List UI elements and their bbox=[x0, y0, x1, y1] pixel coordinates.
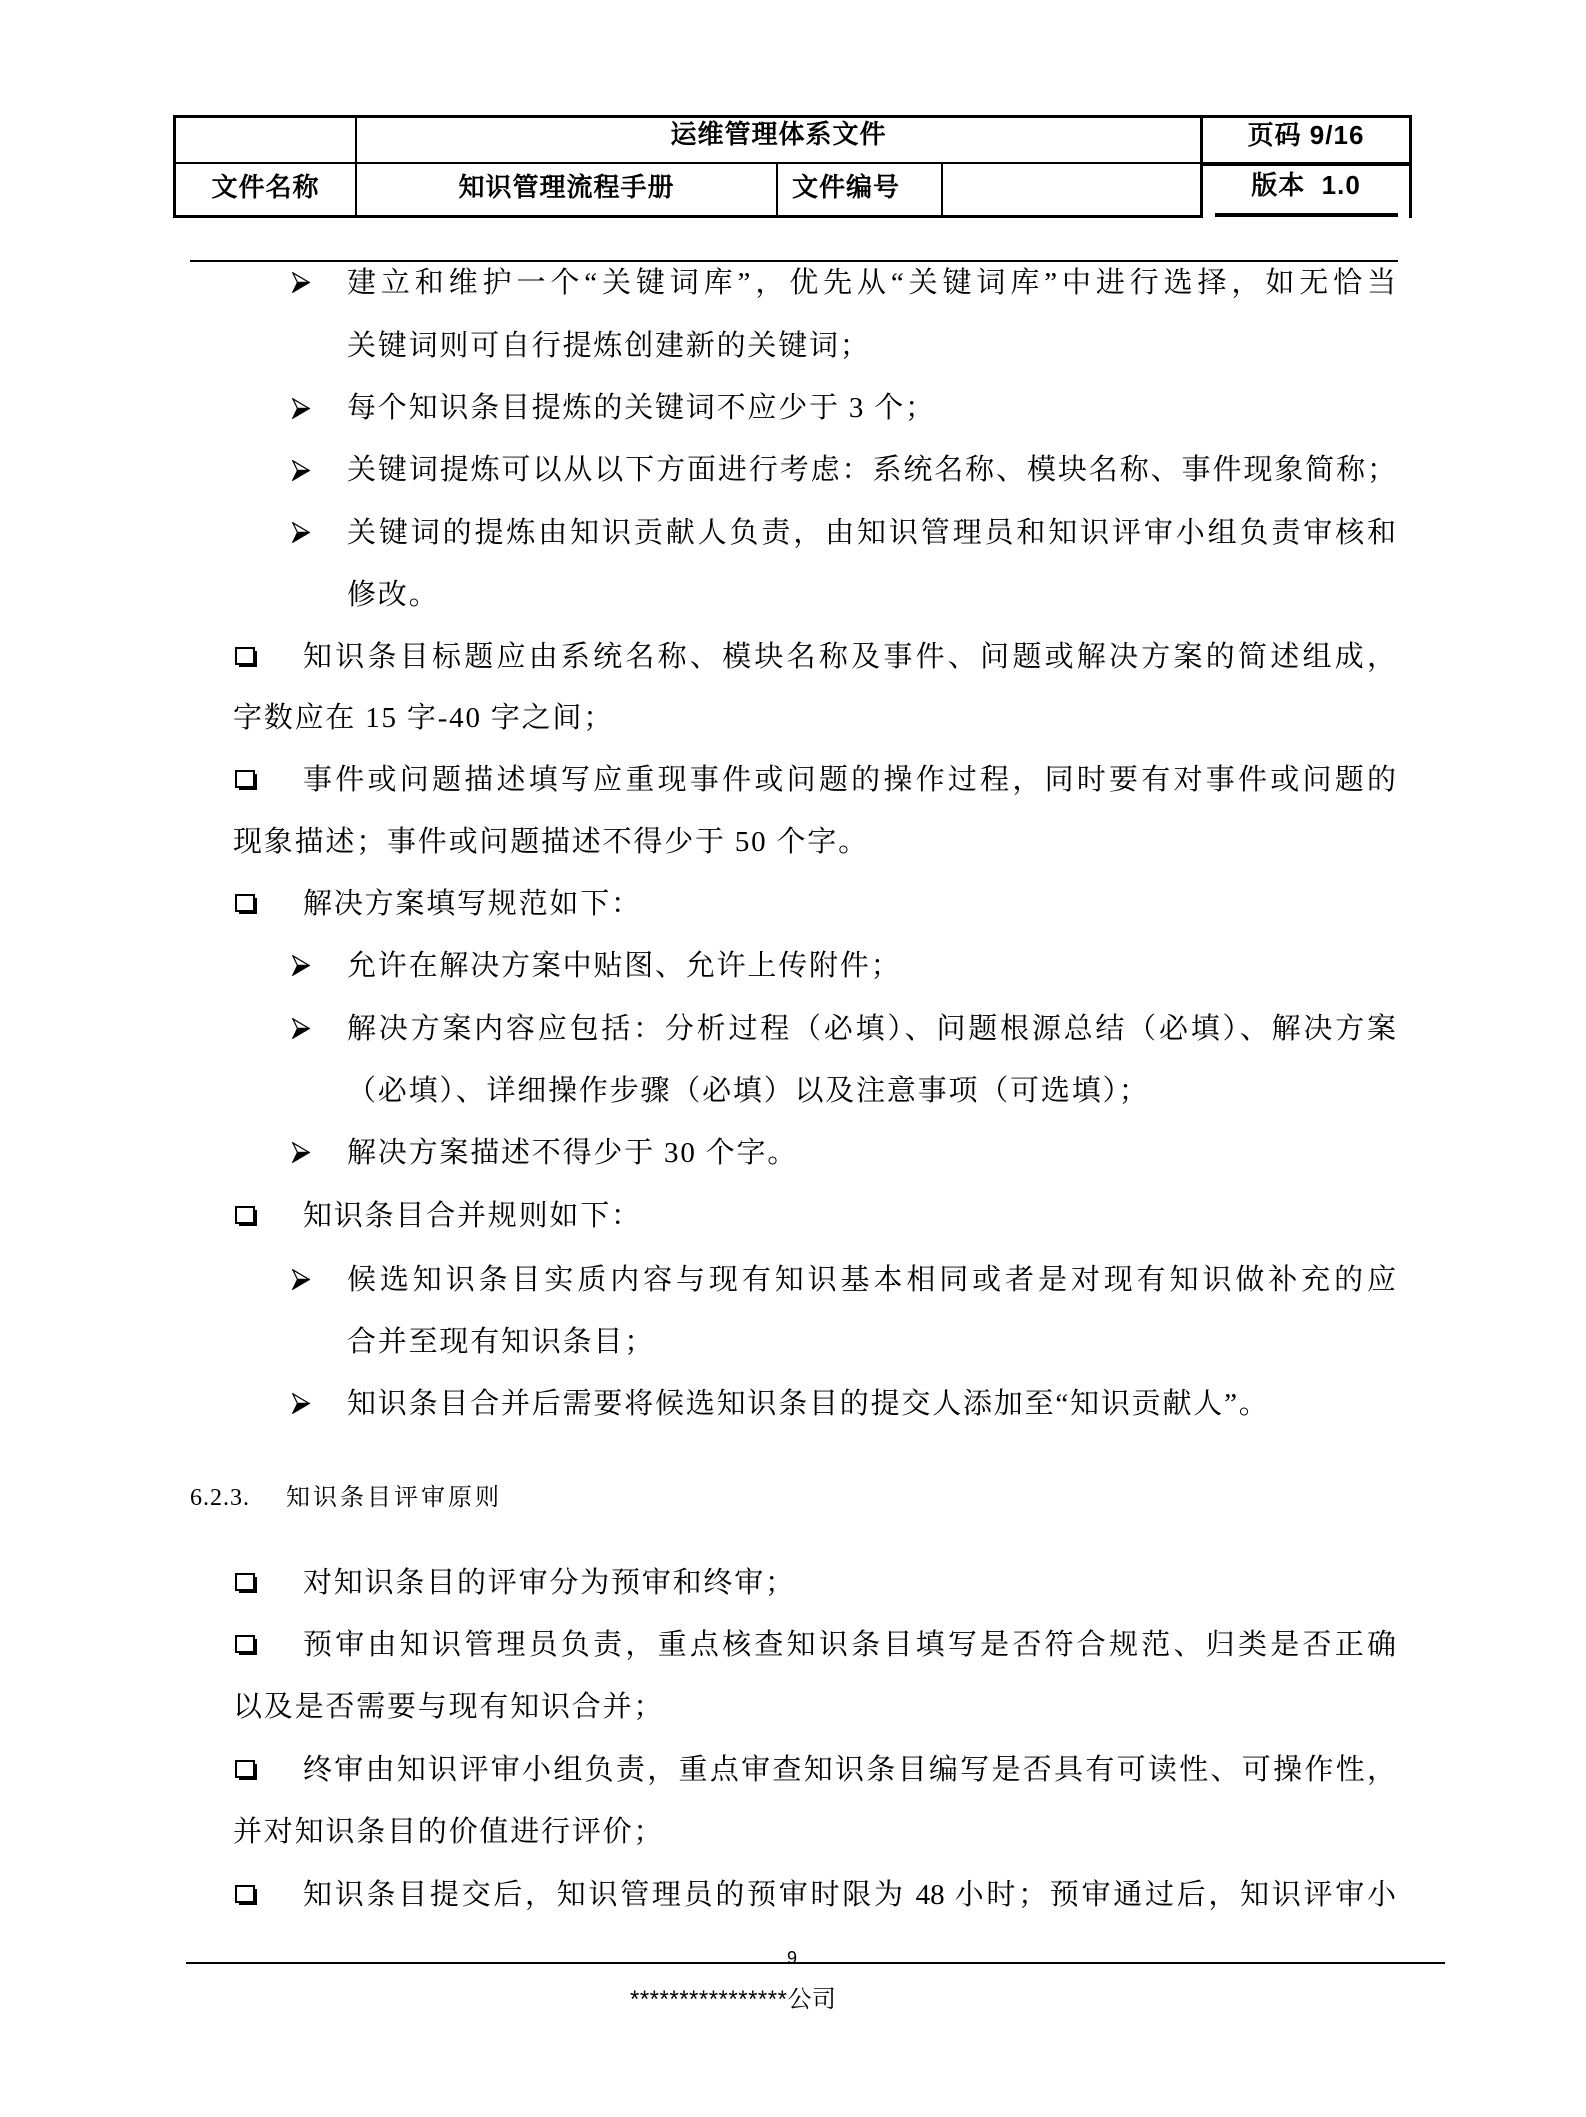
header-border-top-left bbox=[173, 115, 1203, 118]
system-title: 运维管理体系文件 bbox=[670, 119, 887, 149]
list-item-text-continued: 并对知识条目的价值进行评价； bbox=[233, 1816, 665, 1848]
shadowed-checkbox-icon bbox=[235, 647, 258, 668]
list-item-text: 每个知识条目提炼的关键词不应少于 3 个； bbox=[347, 392, 936, 424]
list-item-text-continued: 修改。 bbox=[347, 579, 440, 611]
shadowed-checkbox-icon bbox=[235, 1206, 258, 1227]
list-item-text: 知识条目标题应由系统名称、模块名称及事件、问题或解决方案的简述组成， bbox=[303, 641, 1396, 673]
list-item-text: 终审由知识评审小组负责，重点审查知识条目编写是否具有可读性、可操作性， bbox=[303, 1754, 1396, 1786]
arrow-bullet-icon bbox=[292, 1269, 310, 1290]
arrow-bullet-icon bbox=[292, 1393, 310, 1414]
header-right-cell-border-top bbox=[1200, 115, 1412, 118]
list-item-text-continued: 关键词则可自行提炼创建新的关键词； bbox=[347, 330, 871, 362]
header-col-divider-3 bbox=[941, 163, 943, 218]
file-number-label: 文件编号 bbox=[792, 172, 901, 202]
header-row-divider bbox=[173, 162, 1203, 164]
arrow-bullet-icon bbox=[292, 272, 310, 293]
shadowed-checkbox-icon bbox=[235, 1760, 258, 1781]
arrow-bullet-icon bbox=[292, 1142, 310, 1163]
version-label: 版本 1.0 bbox=[1251, 170, 1361, 200]
header-col-divider-2 bbox=[776, 163, 778, 218]
list-item-text: 解决方案描述不得少于 30 个字。 bbox=[347, 1137, 799, 1169]
list-item-text: 对知识条目的评审分为预审和终审； bbox=[303, 1567, 796, 1599]
list-item-text: 知识条目合并规则如下： bbox=[303, 1200, 642, 1232]
file-name-label: 文件名称 bbox=[211, 172, 320, 202]
section-title: 知识条目评审原则 bbox=[286, 1485, 502, 1511]
list-item-text-continued: 现象描述；事件或问题描述不得少于 50 个字。 bbox=[233, 826, 869, 858]
shadowed-checkbox-icon bbox=[235, 1573, 258, 1594]
version-underline bbox=[1215, 213, 1398, 217]
footer-page-number: 9 bbox=[786, 1948, 797, 1968]
arrow-bullet-icon bbox=[292, 460, 310, 481]
shadowed-checkbox-icon bbox=[235, 894, 258, 915]
list-item-text: 知识条目提交后，知识管理员的预审时限为 48 小时；预审通过后，知识评审小 bbox=[303, 1879, 1396, 1911]
list-item-text: 建立和维护一个“关键词库”，优先从“关键词库”中进行选择，如无恰当 bbox=[347, 267, 1396, 299]
list-item-text-continued: 合并至现有知识条目； bbox=[347, 1326, 656, 1358]
section-number: 6.2.3. bbox=[190, 1485, 250, 1511]
file-name-value: 知识管理流程手册 bbox=[458, 172, 675, 202]
list-item-text: 允许在解决方案中贴图、允许上传附件； bbox=[347, 950, 902, 982]
shadowed-checkbox-icon bbox=[235, 1885, 258, 1906]
list-item-text: 候选知识条目实质内容与现有知识基本相同或者是对现有知识做补充的应 bbox=[347, 1264, 1396, 1296]
shadowed-checkbox-icon bbox=[235, 1635, 258, 1656]
list-item-text: 关键词提炼可以从以下方面进行考虑：系统名称、模块名称、事件现象简称； bbox=[347, 454, 1396, 486]
header-top-left-cell bbox=[176, 124, 355, 154]
page-indicator: 页码 9/16 bbox=[1247, 120, 1365, 150]
section-heading bbox=[190, 1478, 502, 1518]
header-border-bottom-left bbox=[173, 215, 1203, 218]
header-right-cell-divider bbox=[1200, 162, 1412, 166]
list-item-text-continued: 字数应在 15 字-40 字之间； bbox=[233, 702, 615, 734]
arrow-bullet-icon bbox=[292, 1018, 310, 1039]
footer-rule bbox=[186, 1962, 1445, 1964]
list-item-text: 事件或问题描述填写应重现事件或问题的操作过程，同时要有对事件或问题的 bbox=[303, 764, 1396, 796]
shadowed-checkbox-icon bbox=[235, 770, 258, 791]
arrow-bullet-icon bbox=[292, 398, 310, 419]
arrow-bullet-icon bbox=[292, 522, 310, 543]
list-item-text: 预审由知识管理员负责，重点核查知识条目填写是否符合规范、归类是否正确 bbox=[303, 1629, 1396, 1661]
list-item-text: 解决方案内容应包括：分析过程（必填）、问题根源总结（必填）、解决方案 bbox=[347, 1013, 1396, 1045]
header-right-cell-border-right bbox=[1409, 115, 1412, 218]
list-item-text-continued: （必填）、详细操作步骤（必填）以及注意事项（可选填）； bbox=[347, 1075, 1150, 1107]
list-item-text: 解决方案填写规范如下： bbox=[303, 888, 642, 920]
list-item-text: 知识条目合并后需要将候选知识条目的提交人添加至“知识贡献人”。 bbox=[347, 1388, 1270, 1420]
arrow-bullet-icon bbox=[292, 955, 310, 976]
list-item-text: 关键词的提炼由知识贡献人负责，由知识管理员和知识评审小组负责审核和 bbox=[347, 517, 1396, 549]
list-item-text-continued: 以及是否需要与现有知识合并； bbox=[233, 1691, 665, 1723]
footer-company-name: ****************公司 bbox=[630, 1986, 837, 2013]
